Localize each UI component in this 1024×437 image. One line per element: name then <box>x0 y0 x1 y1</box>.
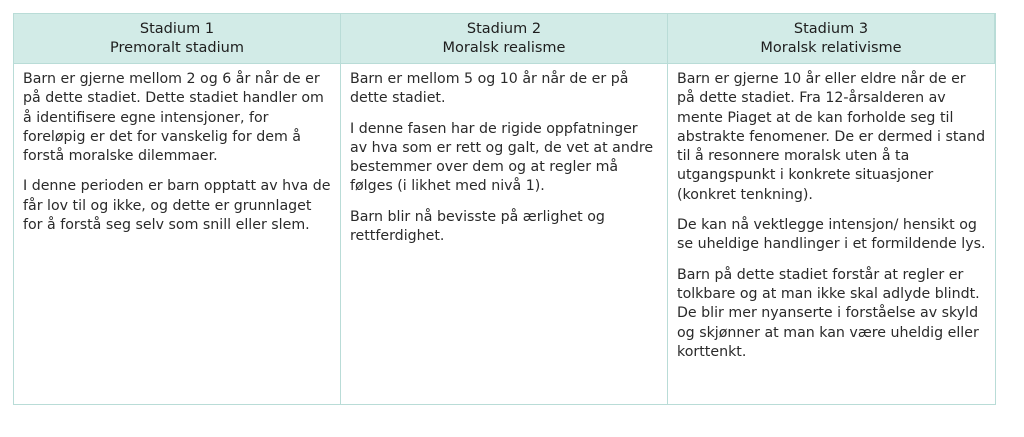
header-title: Stadium 2 <box>466 21 542 37</box>
paragraph: Barn er gjerne 10 år eller eldre når de er på dette stadiet. Fra 12-årsalderen av mente Piaget at de kan forholde seg til abstrakte fenomener. De er dermed i stand til å resonnere moralsk uten å ta utgangspunkt i konkrete situasjoner (konkret tenkning). <box>677 71 986 203</box>
paragraph: I denne perioden er barn opptatt av hva de får lov til og ikke, og dette er grunnlaget for å forstå seg selv som snill eller slem. <box>23 178 331 234</box>
paragraph: Barn er mellom 5 og 10 år når de er på dette stadiet. <box>350 71 629 107</box>
column-body-stadium-1 <box>14 64 341 404</box>
column-header-stadium-3 <box>668 14 995 64</box>
column-header-stadium-2 <box>341 14 668 64</box>
column-body-stadium-3 <box>668 64 995 404</box>
column-header-stadium-1 <box>14 14 341 64</box>
paragraph: Barn blir nå bevisste på ærlighet og rettferdighet. <box>350 208 605 245</box>
paragraph: Barn er gjerne mellom 2 og 6 år når de er på dette stadiet. Dette stadiet handler om å identifisere egne intensjoner, for foreløpig er det for vanskelig for dem å forstå moralske dilemmaer. <box>23 71 324 165</box>
header-title: Stadium 1 <box>139 21 215 37</box>
stages-table <box>13 13 996 405</box>
header-title: Stadium 3 <box>793 21 869 37</box>
paragraph: I denne fasen har de rigide oppfatninger av hva som er rett og galt, de vet at andre bestemmer over dem og at regler må følges (i likhet med nivå 1). <box>350 120 654 195</box>
header-subtitle: Moralsk relativisme <box>760 40 902 56</box>
paragraph: Barn på dette stadiet forstår at regler er tolkbare og at man ikke skal adlyde blindt. De blir mer nyanserte i forståelse av skyld og skjønner at man kan være uheldig eller korttenkt. <box>677 266 980 360</box>
column-body-stadium-2 <box>341 64 668 404</box>
paragraph: De kan nå vektlegge intensjon/ hensikt og se uheldige handlinger i et formildende lys. <box>677 217 986 253</box>
header-subtitle: Premoralt stadium <box>110 40 244 56</box>
header-subtitle: Moralsk realisme <box>442 40 566 56</box>
